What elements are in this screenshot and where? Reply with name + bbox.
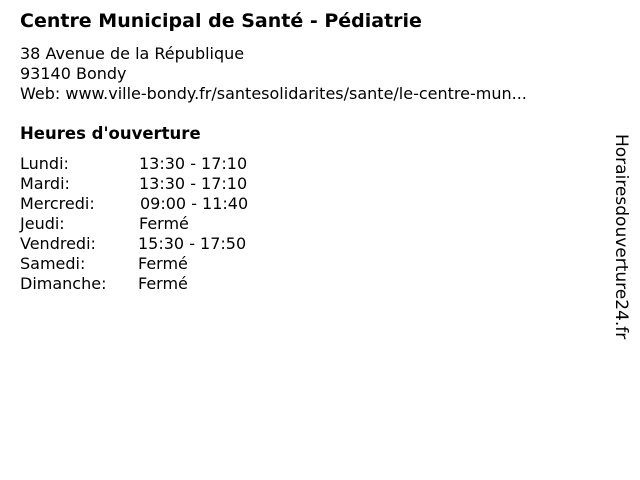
opening-hours-heading: Heures d'ouverture bbox=[20, 124, 201, 143]
day-label: Mardi: bbox=[20, 174, 70, 193]
page-title: Centre Municipal de Santé - Pédiatrie bbox=[20, 10, 422, 32]
day-hours: 15:30 - 17:50 bbox=[138, 234, 247, 253]
website-link[interactable]: Web: www.ville-bondy.fr/santesolidarites/sante/le-centre-mun... bbox=[20, 84, 527, 103]
day-hours: Fermé bbox=[139, 214, 189, 233]
day-hours: Fermé bbox=[138, 274, 188, 293]
day-label: Samedi: bbox=[20, 254, 86, 273]
street-address: 38 Avenue de la République bbox=[20, 44, 245, 63]
day-label: Jeudi: bbox=[20, 214, 65, 233]
day-label: Dimanche: bbox=[20, 274, 107, 293]
site-watermark: Horairesdouverture24.fr bbox=[611, 134, 631, 340]
day-hours: 13:30 - 17:10 bbox=[139, 154, 248, 173]
day-label: Mercredi: bbox=[20, 194, 95, 213]
day-hours: 09:00 - 11:40 bbox=[140, 194, 249, 213]
address-block bbox=[20, 44, 527, 104]
day-label: Vendredi: bbox=[20, 234, 96, 253]
day-hours: Fermé bbox=[138, 254, 188, 273]
day-hours: 13:30 - 17:10 bbox=[139, 174, 248, 193]
day-label: Lundi: bbox=[20, 154, 69, 173]
website-line[interactable] bbox=[20, 84, 527, 104]
postal-city: 93140 Bondy bbox=[20, 64, 127, 83]
